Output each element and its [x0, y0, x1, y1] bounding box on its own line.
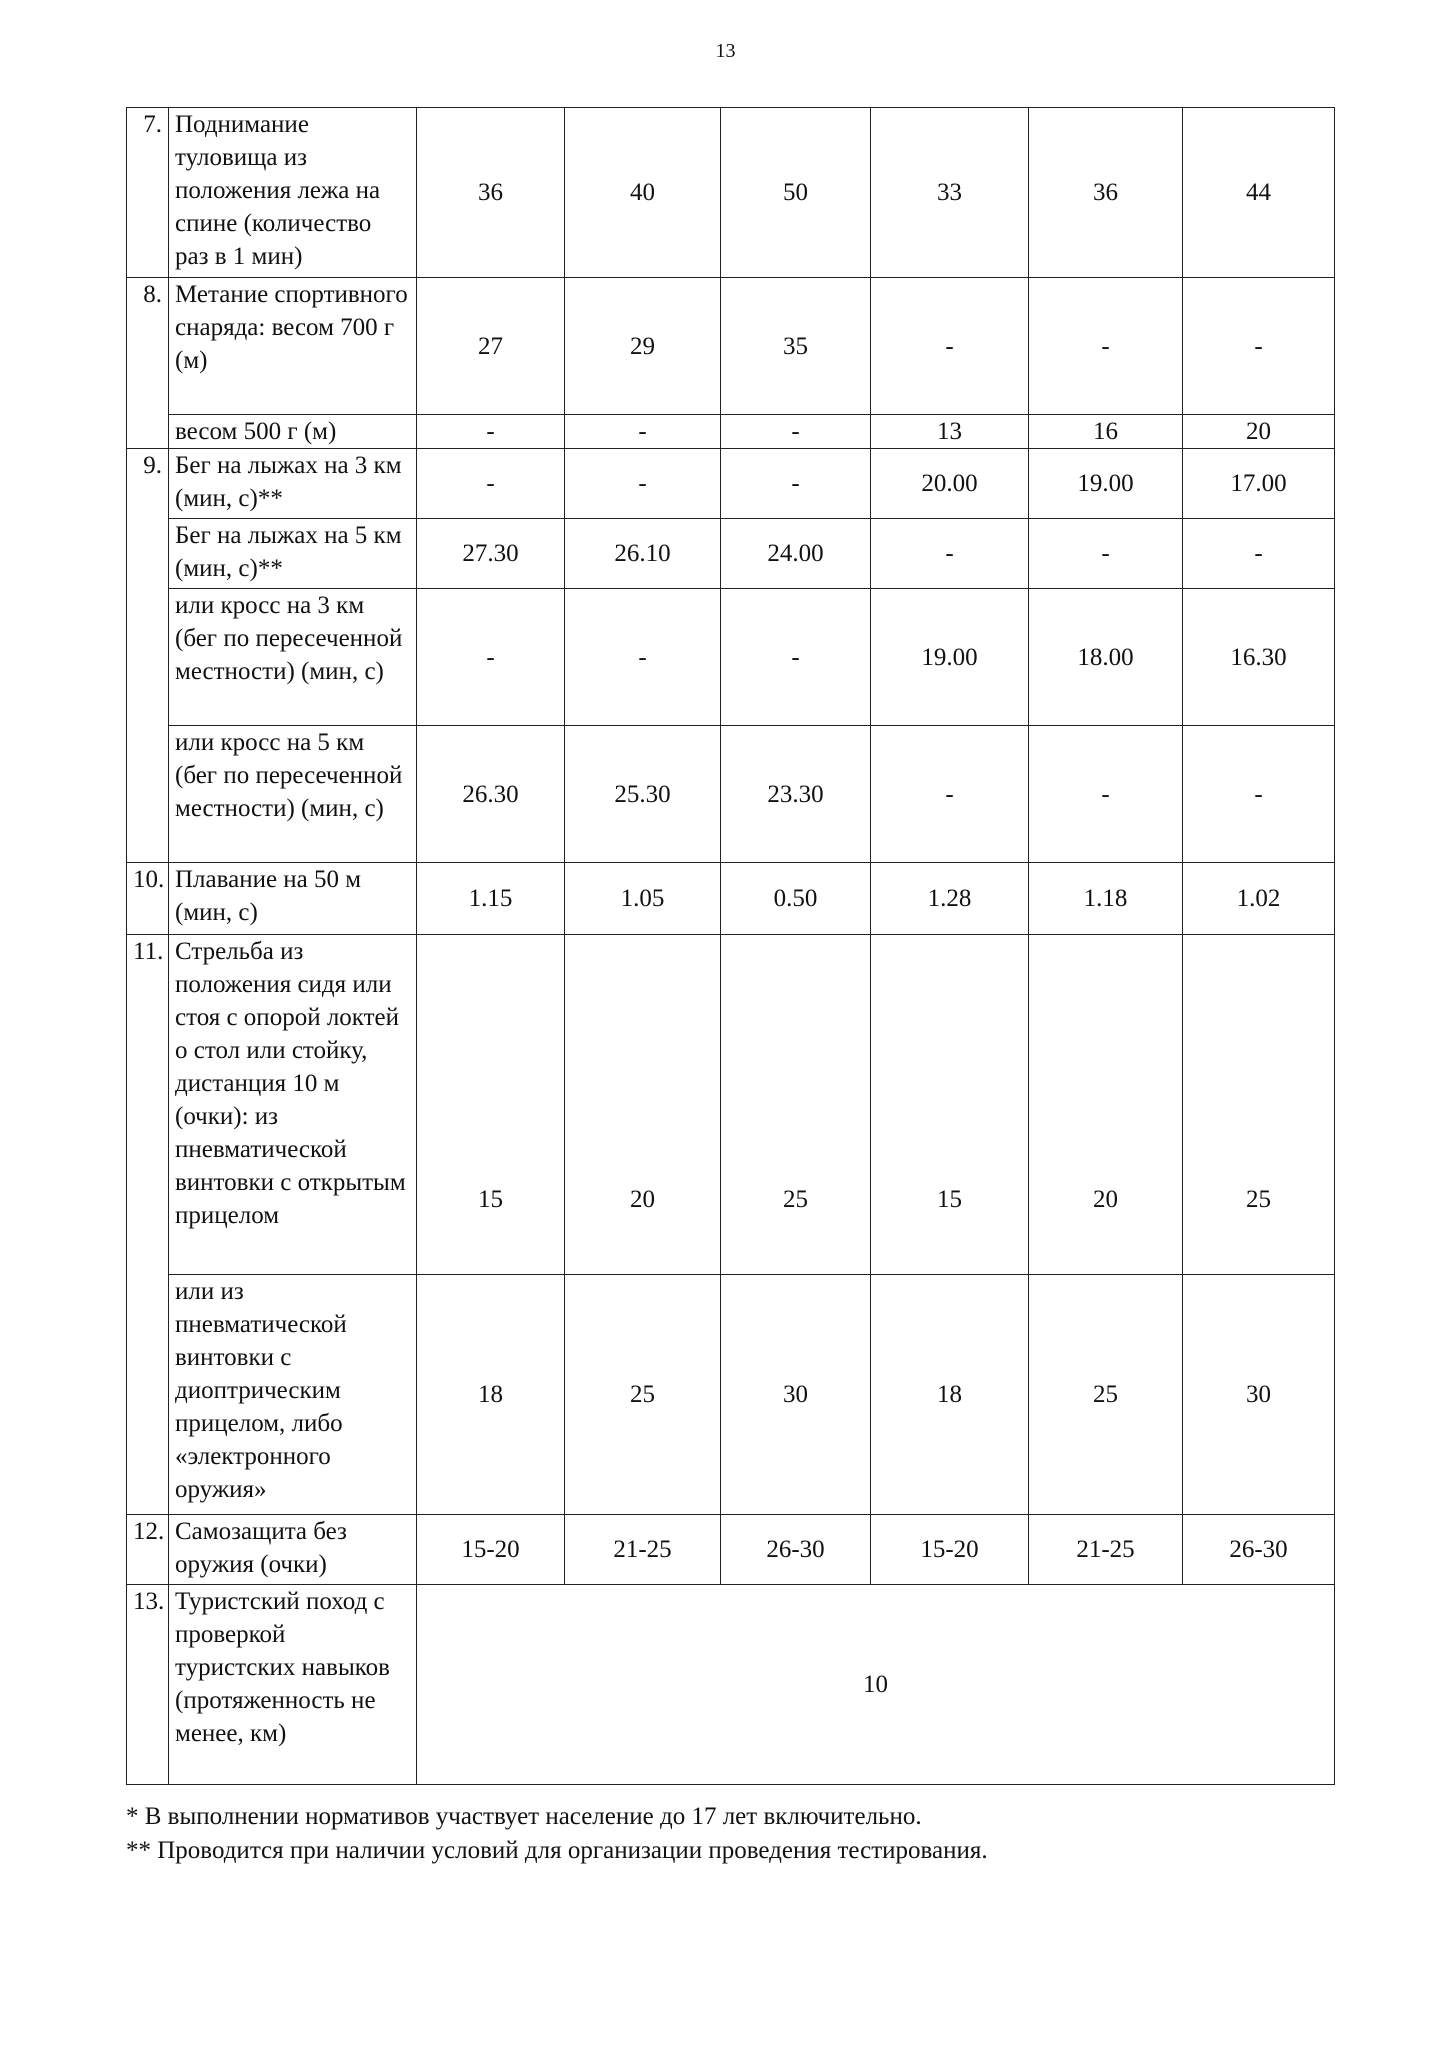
norm-value: 1.18: [1029, 863, 1183, 935]
norms-table: [126, 107, 1335, 1785]
row-number: 7.: [127, 108, 169, 278]
exercise-label: Плавание на 50 м (мин, с): [169, 863, 417, 935]
exercise-label: или кросс на 5 км (бег по пересеченной местности) (мин, с): [169, 726, 417, 863]
row-number: 12.: [127, 1515, 169, 1585]
norm-value: 0.50: [721, 863, 871, 935]
norm-value: 18.00: [1029, 589, 1183, 726]
norm-value: 1.05: [565, 863, 721, 935]
norm-value: 17.00: [1183, 449, 1335, 519]
norm-value: 20.00: [871, 449, 1029, 519]
norm-value: 50: [721, 108, 871, 278]
norm-value: 16: [1029, 415, 1183, 449]
row-number: 9.: [127, 449, 169, 863]
exercise-label: или из пневматической винтовки с диоптрическим прицелом, либо «электронного оружия»: [169, 1275, 417, 1515]
table-row: [127, 1515, 1335, 1585]
row-number: 13.: [127, 1585, 169, 1785]
row-number: 11.: [127, 935, 169, 1515]
norm-value: 1.02: [1183, 863, 1335, 935]
norm-value: 26-30: [721, 1515, 871, 1585]
norm-value: -: [1183, 519, 1335, 589]
norm-value: 13: [871, 415, 1029, 449]
norm-value: 1.28: [871, 863, 1029, 935]
exercise-label: Бег на лыжах на 3 км (мин, с)**: [169, 449, 417, 519]
norm-value: 23.30: [721, 726, 871, 863]
norm-value: 25: [565, 1275, 721, 1515]
norm-value: -: [565, 415, 721, 449]
norm-value: -: [417, 449, 565, 519]
norm-value: 27.30: [417, 519, 565, 589]
norm-value: -: [1183, 726, 1335, 863]
norm-value: 20: [565, 935, 721, 1275]
norm-value: 16.30: [1183, 589, 1335, 726]
table-row: [127, 278, 1335, 415]
norm-value: 19.00: [1029, 449, 1183, 519]
table-row: [127, 415, 1335, 449]
norm-value: -: [1183, 278, 1335, 415]
footnotes: [126, 1800, 1336, 1868]
norm-value: 33: [871, 108, 1029, 278]
norm-value: 30: [1183, 1275, 1335, 1515]
norm-value: 25: [1029, 1275, 1183, 1515]
norm-value: -: [417, 415, 565, 449]
exercise-label: Стрельба из положения сидя или стоя с опорой локтей о стол или стойку, дистанция 10 м (очки): из пневматической винтовки с открытым прицелом: [169, 935, 417, 1275]
exercise-label: Туристский поход с проверкой туристских навыков (протяженность не менее, км): [169, 1585, 417, 1785]
norm-value: 26.10: [565, 519, 721, 589]
norm-value: -: [565, 449, 721, 519]
norm-value: -: [871, 726, 1029, 863]
norm-value: 18: [417, 1275, 565, 1515]
table-row: [127, 726, 1335, 863]
exercise-label: Самозащита без оружия (очки): [169, 1515, 417, 1585]
footnote: ** Проводится при наличии условий для организации проведения тестирования.: [126, 1837, 988, 1864]
norm-value: 1.15: [417, 863, 565, 935]
table-row: [127, 1275, 1335, 1515]
norm-value: 44: [1183, 108, 1335, 278]
table-row: [127, 935, 1335, 1275]
merged-norm-value: 10: [417, 1585, 1335, 1785]
norm-value: 19.00: [871, 589, 1029, 726]
footnote: * В выполнении нормативов участвует население до 17 лет включительно.: [126, 1803, 922, 1830]
norm-value: -: [1029, 519, 1183, 589]
exercise-label: Поднимание туловища из положения лежа на спине (количество раз в 1 мин): [169, 108, 417, 278]
norm-value: 20: [1183, 415, 1335, 449]
table-row: [127, 449, 1335, 519]
exercise-label: Бег на лыжах на 5 км (мин, с)**: [169, 519, 417, 589]
norm-value: 35: [721, 278, 871, 415]
page-number: 13: [715, 40, 736, 62]
norm-value: 24.00: [721, 519, 871, 589]
norm-value: -: [417, 589, 565, 726]
norm-value: 25.30: [565, 726, 721, 863]
norm-value: 27: [417, 278, 565, 415]
norm-value: 25: [721, 935, 871, 1275]
norm-value: 26-30: [1183, 1515, 1335, 1585]
norm-value: 15-20: [871, 1515, 1029, 1585]
norm-value: -: [565, 589, 721, 726]
norm-value: -: [721, 449, 871, 519]
table-row: [127, 1585, 1335, 1785]
exercise-label: Метание спортивного снаряда: весом 700 г (м): [169, 278, 417, 415]
table-row: [127, 519, 1335, 589]
exercise-label: весом 500 г (м): [169, 415, 417, 449]
norm-value: 15: [871, 935, 1029, 1275]
norm-value: 15-20: [417, 1515, 565, 1585]
exercise-label: или кросс на 3 км (бег по пересеченной местности) (мин, с): [169, 589, 417, 726]
norm-value: 30: [721, 1275, 871, 1515]
table-row: [127, 108, 1335, 278]
norm-value: -: [871, 519, 1029, 589]
norm-value: 26.30: [417, 726, 565, 863]
norm-value: -: [1029, 726, 1183, 863]
table-row: [127, 589, 1335, 726]
norm-value: -: [721, 589, 871, 726]
norm-value: 20: [1029, 935, 1183, 1275]
norm-value: 25: [1183, 935, 1335, 1275]
row-number: 10.: [127, 863, 169, 935]
norm-value: 40: [565, 108, 721, 278]
norm-value: 21-25: [565, 1515, 721, 1585]
row-number: 8.: [127, 278, 169, 449]
norm-value: 29: [565, 278, 721, 415]
norm-value: 36: [417, 108, 565, 278]
norm-value: -: [871, 278, 1029, 415]
norm-value: -: [1029, 278, 1183, 415]
norm-value: 36: [1029, 108, 1183, 278]
table-row: [127, 863, 1335, 935]
norm-value: 18: [871, 1275, 1029, 1515]
norm-value: 15: [417, 935, 565, 1275]
norm-value: -: [721, 415, 871, 449]
norm-value: 21-25: [1029, 1515, 1183, 1585]
